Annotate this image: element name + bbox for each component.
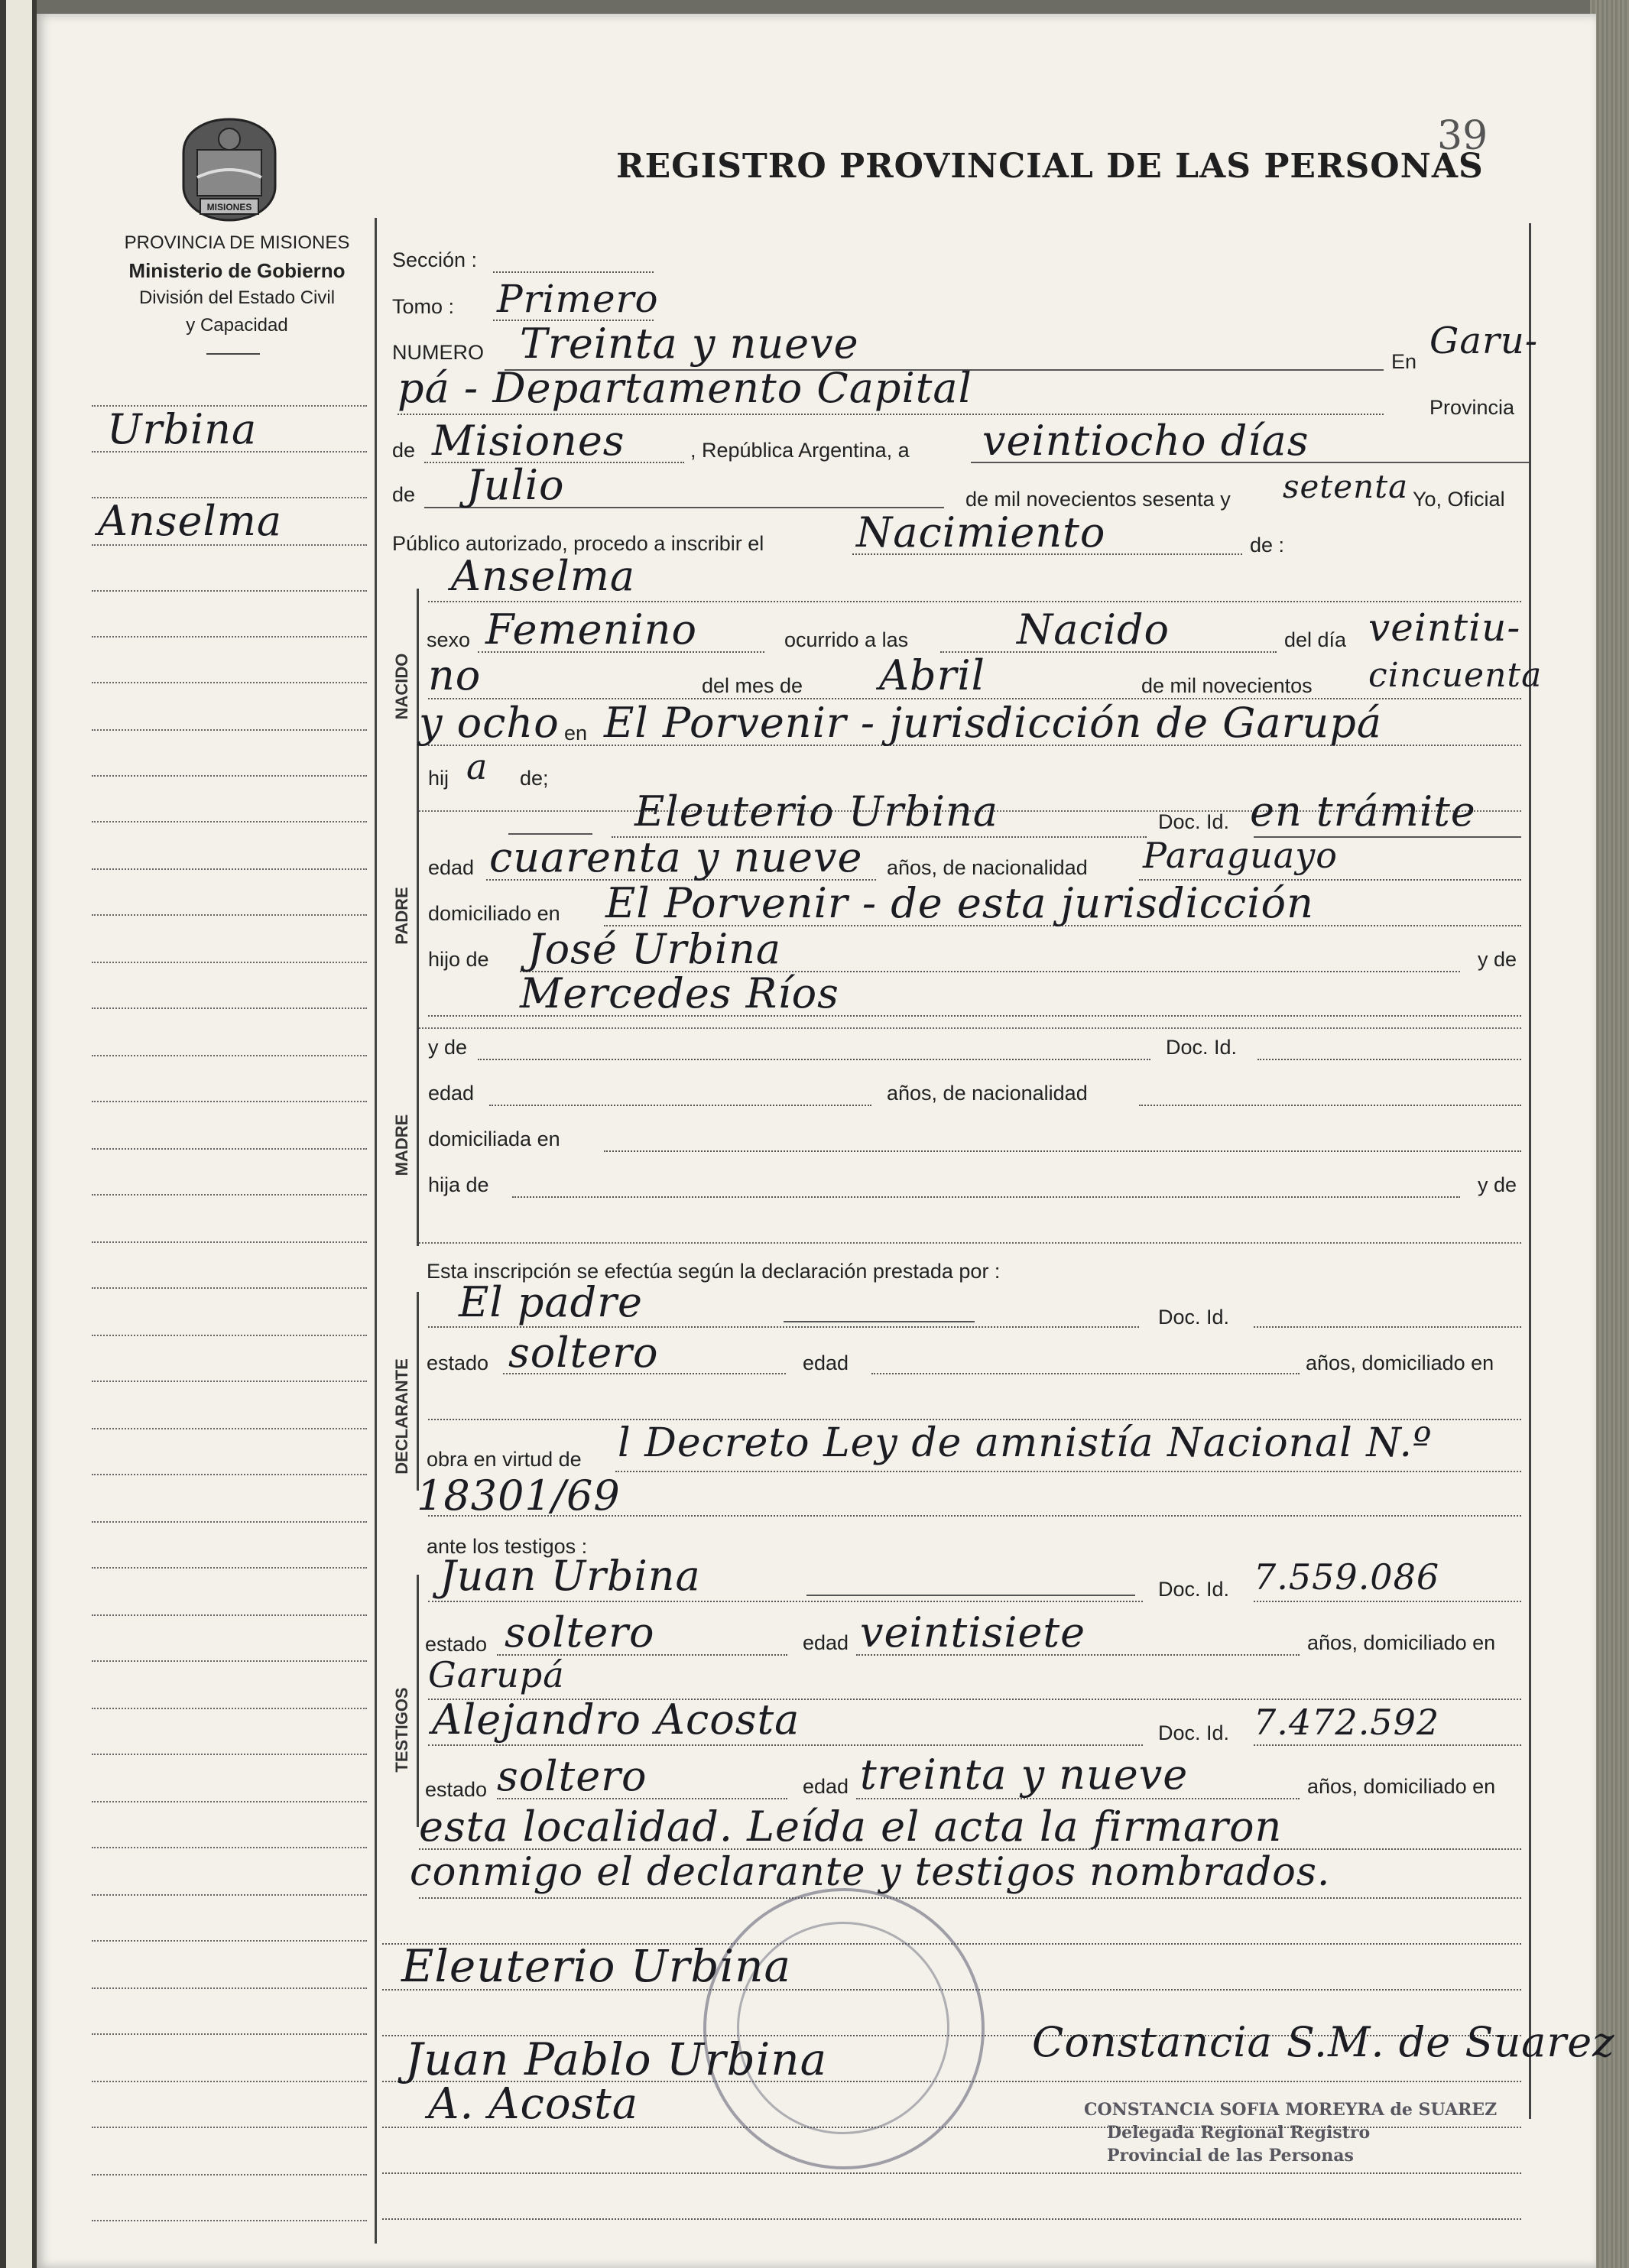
division-name: División del Estado Civil: [138, 287, 336, 308]
label-testigo1-dom: años, domiciliado en: [1307, 1631, 1496, 1654]
abuela-value: Mercedes Ríos: [520, 969, 839, 1017]
margin-line: [92, 1660, 367, 1662]
padre-nac-value: Paraguayo: [1143, 835, 1338, 876]
nombre-line: [428, 601, 1521, 602]
label-madre-doc: Doc. Id.: [1166, 1036, 1238, 1059]
cierre-value-1: esta localidad. Leída el acta la firmaron: [419, 1802, 1283, 1851]
margin-line: [92, 962, 367, 963]
testigo1-doc-line: [1254, 1601, 1521, 1602]
label-padre-nac: años, de nacionalidad: [887, 856, 1088, 879]
label-declarante-dom: años, domiciliado en: [1306, 1351, 1494, 1374]
margin-line: [92, 1801, 367, 1802]
signature-oficial: Constancia S.M. de Suarez: [1032, 2018, 1615, 2066]
padre-nombre-value: Eleuterio Urbina: [634, 787, 998, 835]
testigo1-value: Juan Urbina: [440, 1552, 701, 1600]
label-madre-dom: domiciliada en: [428, 1128, 560, 1150]
seccion-line: [493, 271, 654, 273]
label-yo-oficial: Yo, Oficial: [1413, 488, 1505, 511]
margin-line: [92, 1940, 367, 1942]
margin-line: [92, 1428, 367, 1429]
margin-line: [92, 1007, 367, 1009]
label-de-colon: de :: [1250, 534, 1285, 556]
acto-value: Nacimiento: [856, 508, 1106, 556]
mes-nac-value: Abril: [879, 651, 985, 699]
label-numero: NUMERO: [392, 341, 484, 364]
tomo-value: Primero: [497, 277, 659, 321]
lugar-value-2: pá - Departamento Capital: [398, 364, 972, 412]
label-padre-y-de: y de: [1478, 948, 1517, 971]
label-madre-y-de-2: y de: [1478, 1173, 1517, 1196]
label-madre-edad: edad: [428, 1082, 475, 1105]
padre-edad-value: cuarenta y nueve: [489, 833, 863, 881]
obra-value-1: l Decreto Ley de amnistía Nacional N.º: [618, 1420, 1433, 1466]
margin-line: [92, 590, 367, 592]
signature-testigo-2: A. Acosta: [428, 2079, 639, 2129]
declarante-estado-value: soltero: [508, 1329, 659, 1377]
provincia-value: Misiones: [432, 417, 625, 465]
emblem-label: MISIONES: [206, 202, 252, 213]
label-declarante-estado: estado: [427, 1351, 489, 1374]
margin-line: [92, 1567, 367, 1569]
margin-line: [92, 1474, 367, 1475]
cierre-line-2: [419, 1897, 1521, 1899]
margin-line: [92, 1335, 367, 1336]
section-testigos: TESTIGOS: [392, 1687, 411, 1773]
lugar-value-1: Garu-: [1429, 320, 1539, 362]
section-nacido: NACIDO: [392, 653, 411, 720]
anio-nac-value-1: cincuenta: [1368, 656, 1543, 695]
declarante-value: El padre: [459, 1278, 643, 1326]
label-padre-dom: domiciliado en: [428, 902, 560, 925]
obra-value-2: 18301/69: [417, 1471, 621, 1520]
margin-line: [92, 2220, 367, 2221]
madre-nac-line: [1139, 1105, 1521, 1106]
margin-line: [92, 1241, 367, 1243]
label-declarante-doc: Doc. Id.: [1158, 1306, 1230, 1329]
label-tomo: Tomo :: [392, 295, 455, 318]
page-number: 39: [1437, 113, 1488, 159]
official-stamp: [1084, 2098, 1498, 2167]
margin-line: [92, 1708, 367, 1709]
label-testigo1-doc: Doc. Id.: [1158, 1578, 1230, 1601]
testigo2-doc-line: [1254, 1744, 1521, 1746]
anio-nac-value-2: y ocho: [419, 699, 560, 747]
numero-value: Treinta y nueve: [520, 320, 859, 368]
right-border: [1529, 223, 1531, 2119]
firma-line-6: [382, 2172, 1521, 2174]
label-de: de: [392, 439, 416, 462]
declarante-edad-line: [871, 1373, 1300, 1374]
obra-line: [615, 1471, 1521, 1472]
previous-page-edge: [6, 0, 32, 2268]
madre-divider: [417, 1017, 419, 1246]
label-obra: obra en virtud de: [427, 1448, 582, 1471]
margin-line: [92, 1381, 367, 1382]
margin-line: [92, 1148, 367, 1150]
label-padre-edad: edad: [428, 856, 475, 879]
section-madre: MADRE: [392, 1114, 411, 1176]
lugar-nac-value: El Porvenir - jurisdicción de Garupá: [604, 699, 1382, 747]
signature-declarante: Eleuterio Urbina: [401, 1940, 792, 1992]
testigo1-estado-value: soltero: [505, 1608, 655, 1656]
label-sexo: sexo: [427, 628, 471, 651]
section-padre: PADRE: [392, 887, 411, 945]
sexo-value: Femenino: [485, 605, 697, 654]
label-esta-inscripcion: Esta inscripción se efectúa según la declaración prestada por :: [427, 1260, 1001, 1283]
anio-value: setenta: [1283, 468, 1409, 505]
ministry-name: Ministerio de Gobierno: [128, 259, 346, 282]
margin-line: [92, 914, 367, 916]
fecha-dia-value: veintiocho días: [982, 417, 1309, 465]
nombre-value: Anselma: [451, 552, 636, 600]
firma-line-7: [382, 2218, 1521, 2220]
padre-dom-value: El Porvenir - de esta jurisdicción: [605, 879, 1314, 927]
margin-line: [92, 1894, 367, 1896]
madre-nombre-line: [478, 1059, 1150, 1060]
label-madre-nac: años, de nacionalidad: [887, 1082, 1088, 1105]
margin-line: [92, 682, 367, 683]
margin-line: [92, 775, 367, 777]
testigo1-doc-value: 7.559.086: [1254, 1556, 1440, 1598]
label-de-mil: de mil novecientos sesenta y: [965, 488, 1231, 511]
madre-separator: [419, 1242, 1521, 1244]
margin-line: [92, 1614, 367, 1616]
hij-suffix: a: [466, 746, 488, 787]
testigo1-edad-value: veintisiete: [860, 1608, 1086, 1656]
margin-line: [92, 636, 367, 638]
stamp-line-3: Provincial de las Personas: [1107, 2146, 1354, 2166]
declarante-divider: [417, 1292, 419, 1491]
madre-padres-line: [512, 1196, 1460, 1198]
label-del-dia: del día: [1284, 628, 1347, 651]
label-madre-hija: hija de: [428, 1173, 489, 1196]
label-testigo2-edad: edad: [803, 1775, 849, 1798]
cierre-value-2: conmigo el declarante y testigos nombrados.: [410, 1850, 1331, 1895]
lugar-line: [398, 414, 1384, 415]
label-en-2: en: [564, 722, 588, 745]
label-de-semicolon: de;: [520, 767, 549, 790]
padre-doc-value: en trámite: [1250, 787, 1476, 835]
abuelo-value: José Urbina: [527, 925, 782, 973]
testigo2-line: [428, 1744, 1143, 1746]
margin-line: [92, 1754, 367, 1755]
testigos-divider: [417, 1575, 419, 1827]
signature-testigo-1: Juan Pablo Urbina: [405, 2033, 828, 2085]
label-ocurrido: ocurrido a las: [784, 628, 909, 651]
label-testigo1-estado: estado: [425, 1633, 488, 1656]
label-padre-hijo: hijo de: [428, 948, 489, 971]
declarante-doc-line: [1254, 1326, 1521, 1328]
page-title: REGISTRO PROVINCIAL DE LAS PERSONAS: [616, 147, 1484, 186]
testigo2-doc-value: 7.472.592: [1254, 1702, 1440, 1743]
label-testigo2-dom: años, domiciliado en: [1307, 1775, 1496, 1798]
margin-line: [92, 2033, 367, 2035]
label-testigo2-doc: Doc. Id.: [1158, 1721, 1230, 1744]
label-republica: , República Argentina, a: [690, 439, 910, 462]
declarante-line: [428, 1326, 1139, 1328]
madre-edad-line: [489, 1105, 871, 1106]
margin-line: [92, 1055, 367, 1056]
margin-line: [92, 868, 367, 870]
margin-line: [92, 2174, 367, 2176]
label-madre-y-de: y de: [428, 1036, 468, 1059]
label-testigo1-edad: edad: [803, 1631, 849, 1654]
padre-separator: [419, 1027, 1521, 1029]
label-provincia: Provincia: [1429, 396, 1515, 419]
section-declarante: DECLARANTE: [392, 1358, 411, 1475]
hora-value: Nacido: [1017, 605, 1170, 654]
margin-line: [92, 1287, 367, 1289]
province-name: PROVINCIA DE MISIONES: [124, 232, 350, 253]
testigo1-line: [428, 1601, 1143, 1602]
label-del-mes: del mes de: [702, 674, 803, 697]
division-name-2: y Capacidad: [186, 315, 288, 336]
label-publico: Público autorizado, procedo a inscribir el: [392, 532, 764, 555]
label-testigo2-estado: estado: [425, 1778, 488, 1801]
issuer-rule: [206, 353, 260, 355]
margin-surname: Urbina: [107, 405, 258, 453]
issuer-block: [92, 229, 382, 339]
testigo1-dash: [806, 1595, 1135, 1596]
margin-line: [92, 821, 367, 823]
margin-line: [92, 1521, 367, 1523]
margin-given-name: Anselma: [98, 497, 283, 545]
label-ante-testigos: ante los testigos :: [427, 1535, 588, 1558]
madre-dom-line: [604, 1150, 1521, 1152]
label-hij: hij: [428, 767, 449, 790]
madre-doc-line: [1257, 1059, 1521, 1060]
label-declarante-edad: edad: [803, 1351, 849, 1374]
testigo2-value: Alejandro Acosta: [432, 1695, 800, 1744]
margin-line: [92, 729, 367, 731]
declarante-dash: [784, 1321, 975, 1322]
testigo2-estado-value: soltero: [497, 1752, 647, 1800]
margin-line: [92, 1101, 367, 1102]
margin-line: [92, 1847, 367, 1848]
margin-line: [92, 2081, 367, 2082]
official-seal-icon: [703, 1888, 985, 2169]
label-en: En: [1391, 350, 1417, 373]
stamp-line-2: Delegada Regional Registro: [1107, 2123, 1371, 2143]
label-padre-doc: Doc. Id.: [1158, 810, 1230, 833]
label-de-mil-nov: de mil novecientos: [1141, 674, 1313, 697]
margin-line: [92, 2127, 367, 2128]
province-emblem-icon: [177, 116, 281, 223]
testigo2-edad-value: treinta y nueve: [860, 1750, 1189, 1799]
column-divider: [375, 218, 377, 2244]
label-de-2: de: [392, 483, 416, 506]
margin-line: [92, 1194, 367, 1196]
label-seccion: Sección :: [392, 248, 478, 271]
margin-line: [92, 1987, 367, 1989]
dia-nac-value-1: veintiu-: [1368, 605, 1521, 650]
stamp-line-1: CONSTANCIA SOFIA MOREYRA de SUAREZ: [1084, 2100, 1498, 2120]
mes-value: Julio: [466, 461, 565, 509]
dia-nac-value-2: no: [428, 651, 482, 699]
testigo1-dom-value: Garupá: [428, 1654, 565, 1695]
